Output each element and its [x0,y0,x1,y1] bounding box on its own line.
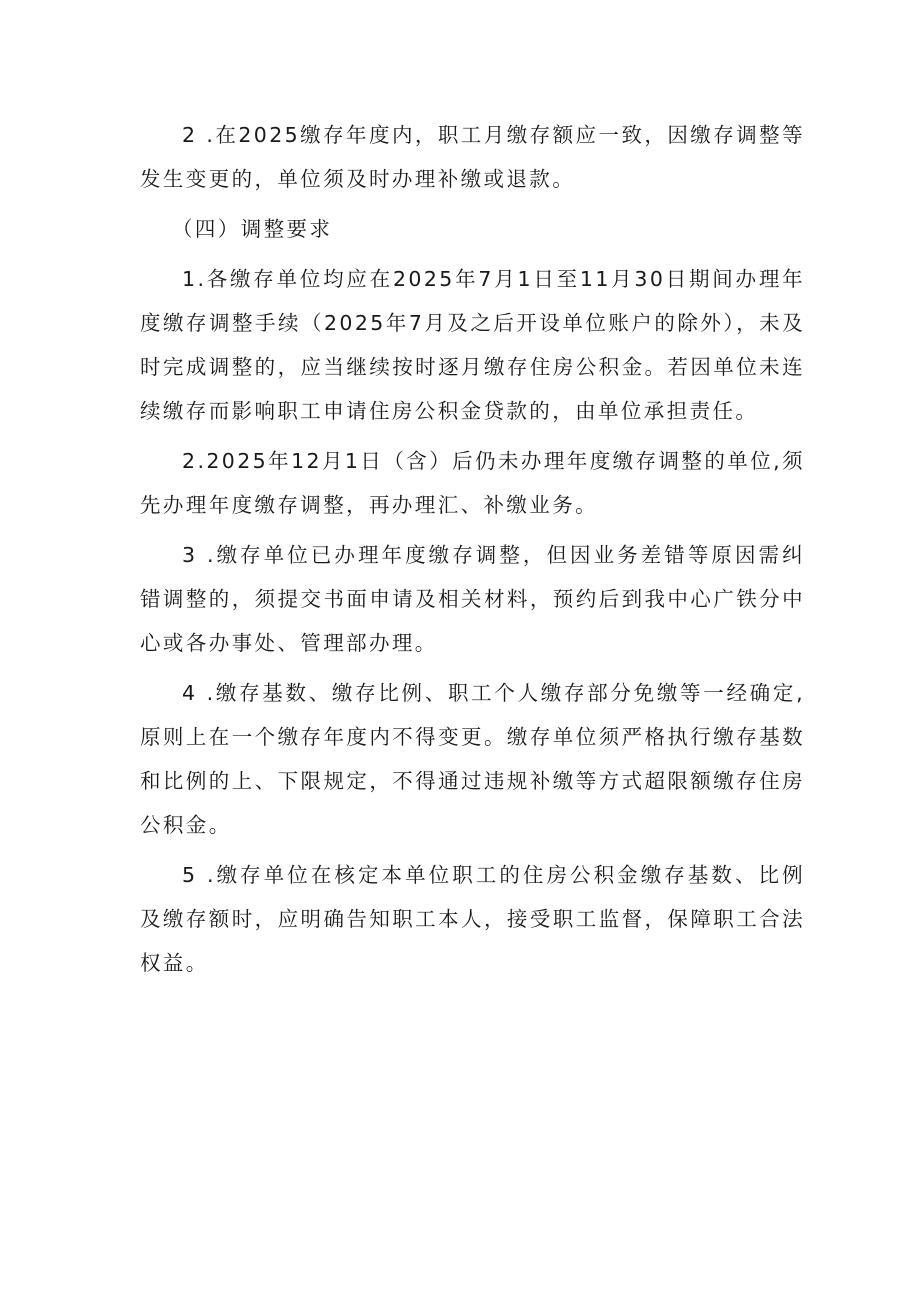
paragraph-item-2-monthly-deposit: 2 .在2025缴存年度内，职工月缴存额应一致，因缴存调整等发生变更的，单位须及时办理补缴或退款。 [140,123,805,191]
section-heading-adjustment-requirements: （四）调整要求 [172,217,333,241]
paragraph-item-1-adjustment-period: 1.各缴存单位均应在2025年7月1日至11月30日期间办理年度缴存调整手续（2025年7月及之后开设单位账户的除外），未及时完成调整的，应当继续按时逐月缴存住房公积金。若因单位未连续缴存而影响职工申请住房公积金贷款的，由单位承担责任。 [140,267,805,423]
document-body [140,113,805,991]
paragraph-item-5-notify-employees: 5 .缴存单位在核定本单位职工的住房公积金缴存基数、比例及缴存额时，应明确告知职工本人，接受职工监督，保障职工合法权益。 [140,863,805,975]
paragraph-item-3-error-correction: 3 .缴存单位已办理年度缴存调整，但因业务差错等原因需纠错调整的，须提交书面申请及相关材料，预约后到我中心广铁分中心或各办事处、管理部办理。 [140,543,805,655]
paragraph-item-4-base-ratio-rules: 4 .缴存基数、缴存比例、职工个人缴存部分免缴等一经确定,原则上在一个缴存年度内不得变更。缴存单位须严格执行缴存基数和比例的上、下限规定，不得通过违规补缴等方式超限额缴存住房公积金。 [140,681,805,837]
paragraph-item-2-overdue-adjustment: 2.2025年12月1日（含）后仍未办理年度缴存调整的单位,须先办理年度缴存调整，再办理汇、补缴业务。 [140,449,805,517]
